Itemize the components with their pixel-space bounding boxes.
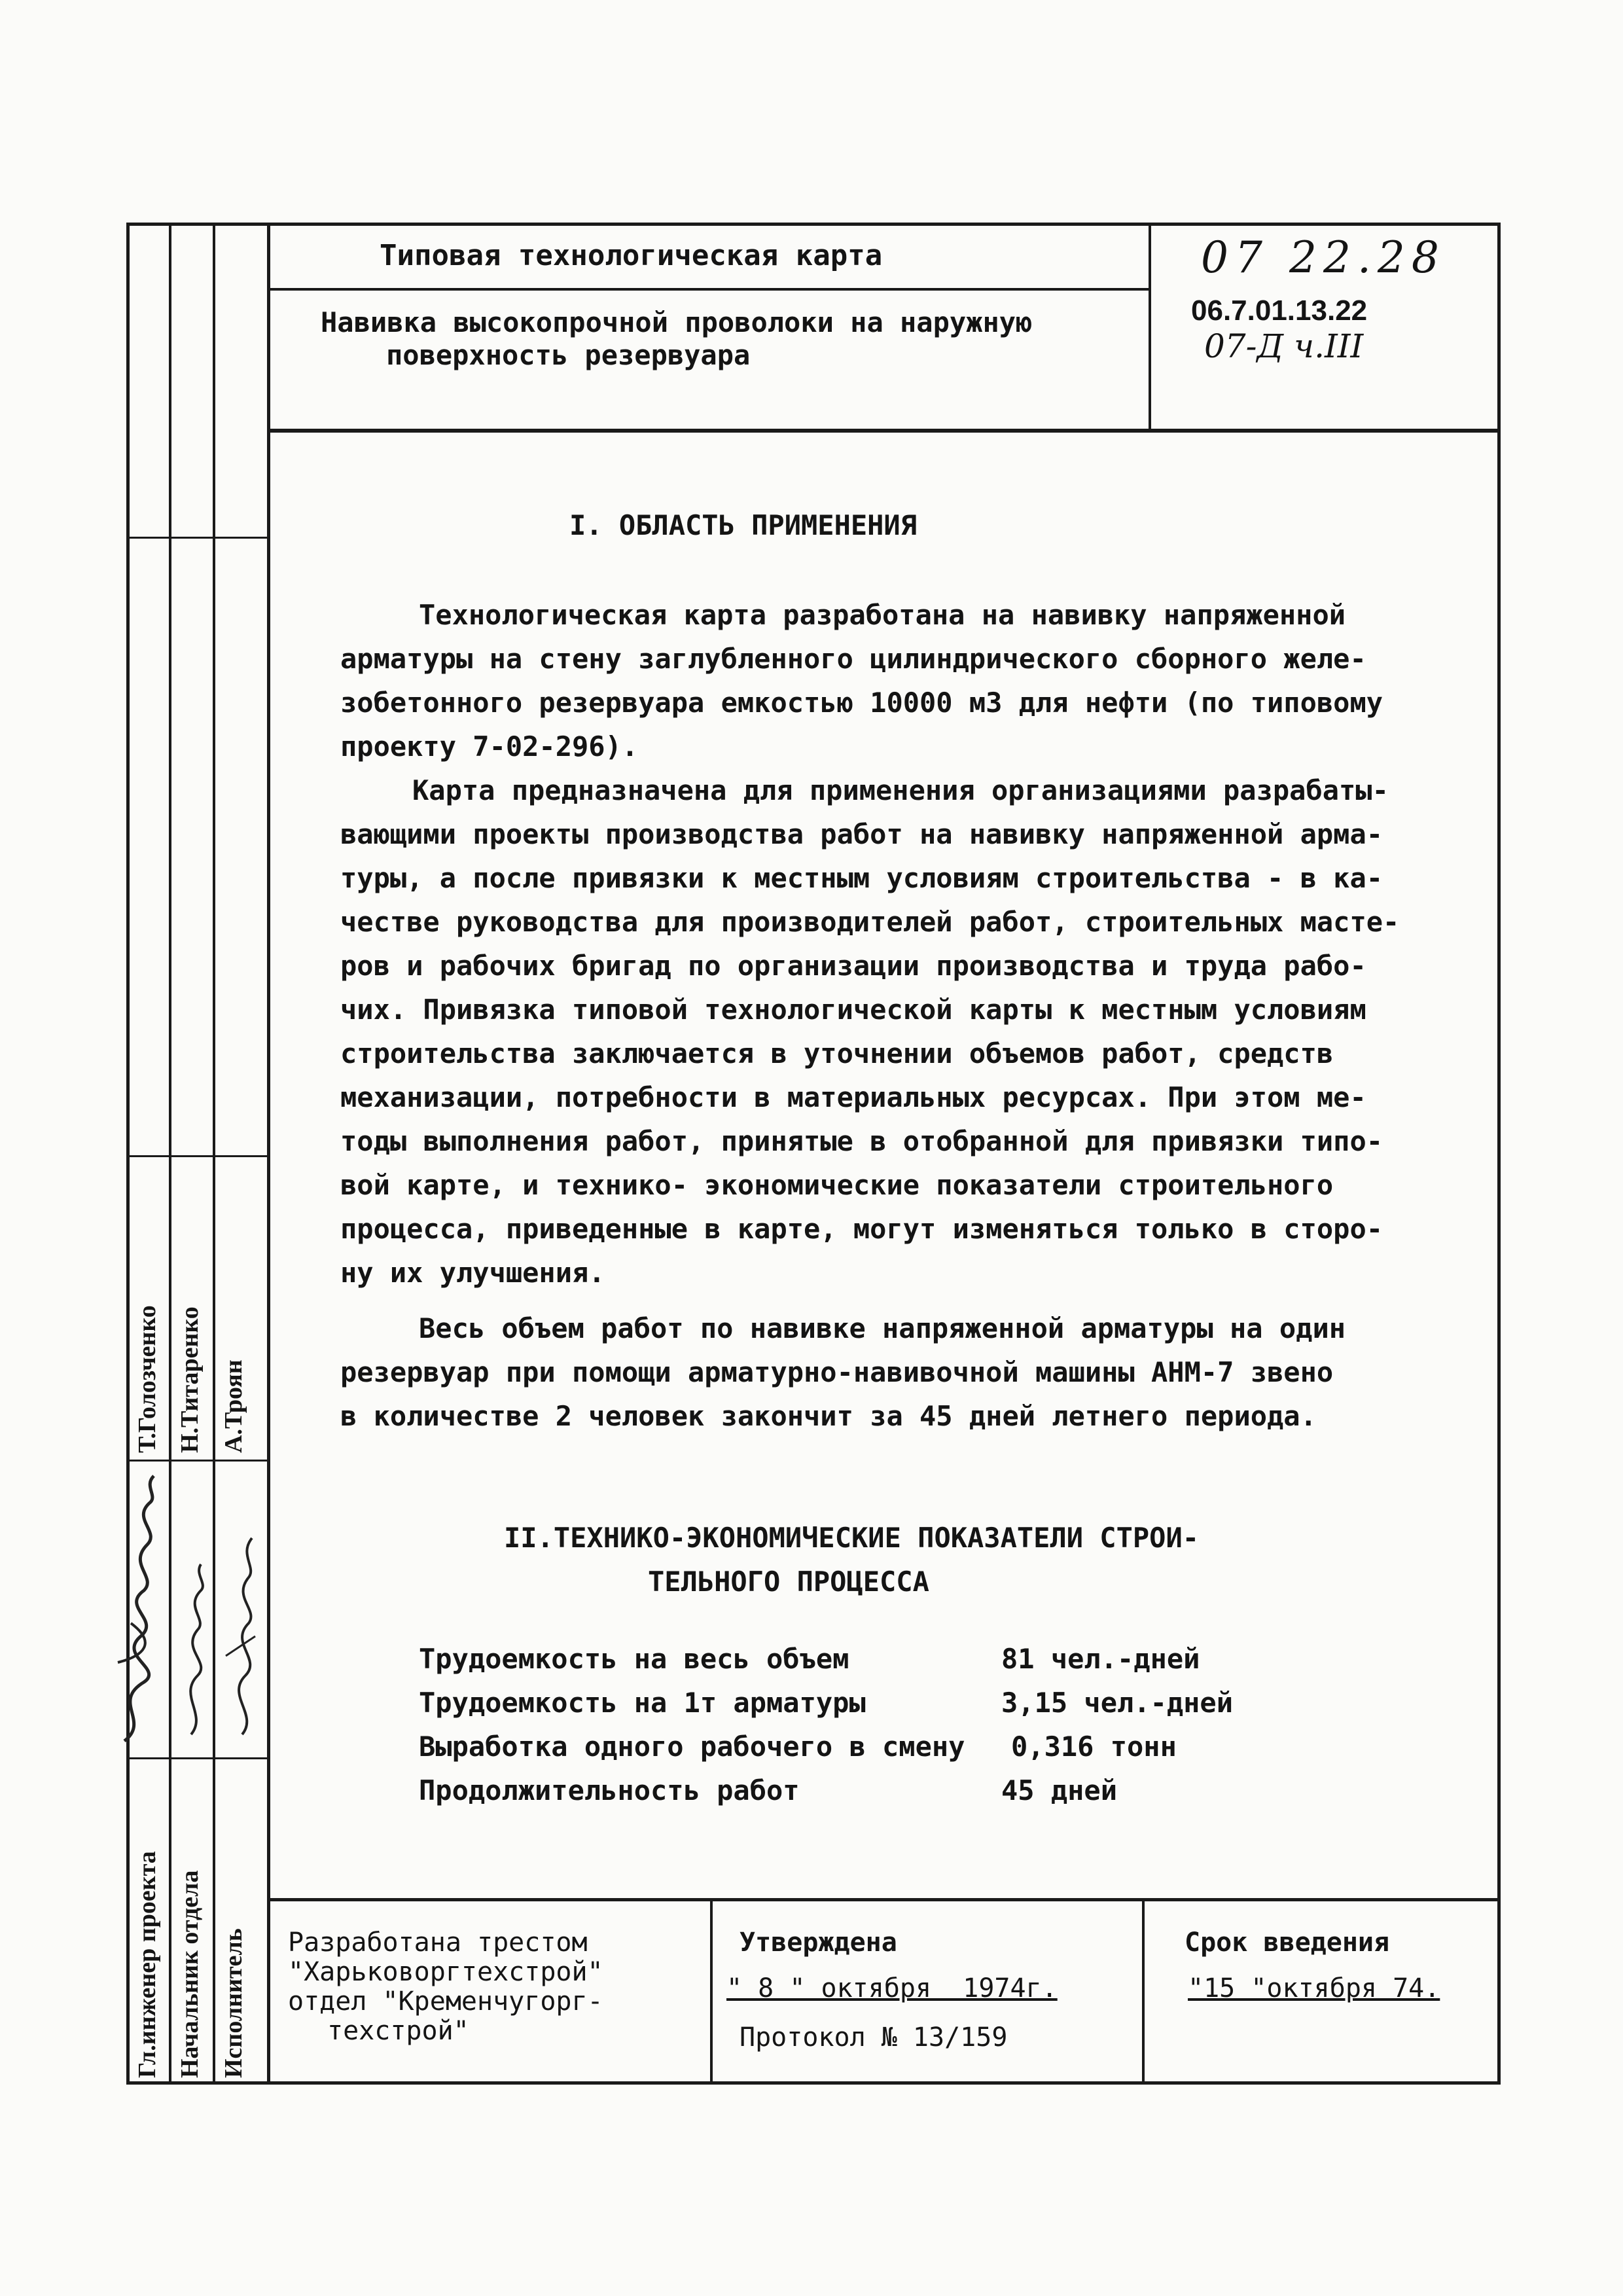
section1-line: зобетонного резервуара емкостью 10000 м3 для нефти (по типовому [340,687,1383,719]
frame-side-col1 [169,223,171,2085]
section1-line: честве руководства для производителей работ, строительных масте- [340,906,1400,938]
signature-chief-engineer [105,1466,170,1748]
indicator-label: Трудоемкость на 1т арматуры [419,1687,866,1719]
section1-line: Весь объем работ по навивке напряженной арматуры на один [419,1312,1346,1344]
approved-label: Утверждена [740,1928,897,1958]
section1-line: механизации, потребности в материальных ресурсах. При этом ме- [340,1081,1366,1113]
approved-date: " 8 " октября 1974г. [726,1973,1058,2003]
footer-divider-2 [1142,1898,1145,2083]
section1-line: ну их улучшения. [340,1257,605,1289]
indicator-value: 0,316 тонн [1011,1731,1177,1763]
section1-line: в количестве 2 человек закончит за 45 дней летнего периода. [340,1400,1317,1432]
role-department-head: Начальник отдела [176,1870,204,2078]
indicator-value: 81 чел.-дней [1001,1643,1200,1675]
section1-line: Технологическая карта разработана на навивку напряженной [419,599,1346,631]
section2-heading-line2: ТЕЛЬНОГО ПРОЦЕССА [648,1566,929,1598]
frame-bottom [126,2081,1501,2085]
frame-outer-left [126,223,130,2085]
section1-line: туры, а после привязки к местным условиям строительства - в ка- [340,862,1383,894]
indicator-value: 3,15 чел.-дней [1001,1687,1234,1719]
side-divider-4 [126,1757,269,1759]
name-executor: А.Троян [220,1359,247,1453]
effective-date: "15 "октября 74. [1188,1973,1440,2003]
side-divider-1 [126,537,269,539]
protocol-number: Протокол № 13/159 [740,2022,1008,2053]
indicator-label: Трудоемкость на весь объем [419,1643,849,1675]
footer-top-rule [268,1898,1499,1901]
frame-inner-left [267,223,270,2085]
indicator-value: 45 дней [1001,1774,1118,1806]
section1-line: вой карте, и технико- экономические показатели строительного [340,1169,1334,1201]
section1-line: процесса, приведенные в карте, могут изменяться только в сторо- [340,1213,1383,1245]
section2-heading-line1: II.ТЕХНИКО-ЭКОНОМИЧЕСКИЕ ПОКАЗАТЕЛИ СТРОИ- [504,1522,1200,1554]
header-code-divider [1149,223,1151,432]
section1-line: вающими проекты производства работ на навивку напряженной арма- [340,818,1383,850]
frame-side-col2 [213,223,215,2085]
developer-line: отдел "Кременчугорг- [288,1986,603,2017]
section1-line: чих. Привязка типовой технологической карты к местным условиям [340,994,1366,1026]
name-chief-engineer: Т.Голозченко [134,1305,161,1453]
name-department-head: Н.Титаренко [176,1306,204,1453]
section1-heading: I. ОБЛАСТЬ ПРИМЕНЕНИЯ [569,509,918,541]
frame-top [126,223,1501,226]
header-title-rule [268,288,1150,291]
section1-line: Карта предназначена для применения организациями разрабаты- [412,774,1389,806]
code-handwritten: 07 22.28 [1201,232,1446,283]
section1-line: тоды выполнения работ, принятые в отобранной для привязки типо- [340,1125,1383,1157]
side-divider-3 [126,1460,269,1462]
indicator-label: Выработка одного рабочего в смену [419,1731,965,1763]
developer-line: "Харьковоргтехстрой" [288,1957,603,1987]
header-bottom-rule [268,429,1499,433]
section1-line: строительства заключается в уточнении объемов работ, средств [340,1037,1334,1069]
code-printed: 06.7.01.13.22 [1191,295,1368,327]
document-subtitle-line1: Навивка высокопрочной проволоки на наружную [321,306,1033,338]
section1-line: ров и рабочих бригад по организации производства и труда рабо- [340,950,1366,982]
indicator-label: Продолжительность работ [419,1774,800,1806]
document-subtitle-line2: поверхность резервуара [386,339,751,371]
code-extra: 07-Д ч.III [1204,327,1364,365]
footer-divider-1 [710,1898,713,2083]
effective-label: Срок введения [1185,1928,1390,1958]
section1-line: резервуар при помощи арматурно-навивочной машины АНМ-7 звено [340,1356,1334,1388]
role-executor: Исполнитель [220,1928,247,2078]
frame-right [1497,223,1501,2085]
developer-line: Разработана трестом [288,1928,588,1958]
document-title: Типовая технологическая карта [380,239,883,272]
role-chief-engineer: Гл.инженер проекта [134,1851,161,2078]
signature-executor [216,1525,267,1741]
developer-line: техстрой" [327,2016,469,2046]
signature-department-head [171,1558,214,1741]
section1-line: арматуры на стену заглубленного цилиндрического сборного желе- [340,643,1366,675]
side-divider-2 [126,1155,269,1157]
section1-line: проекту 7-02-296). [340,730,639,762]
